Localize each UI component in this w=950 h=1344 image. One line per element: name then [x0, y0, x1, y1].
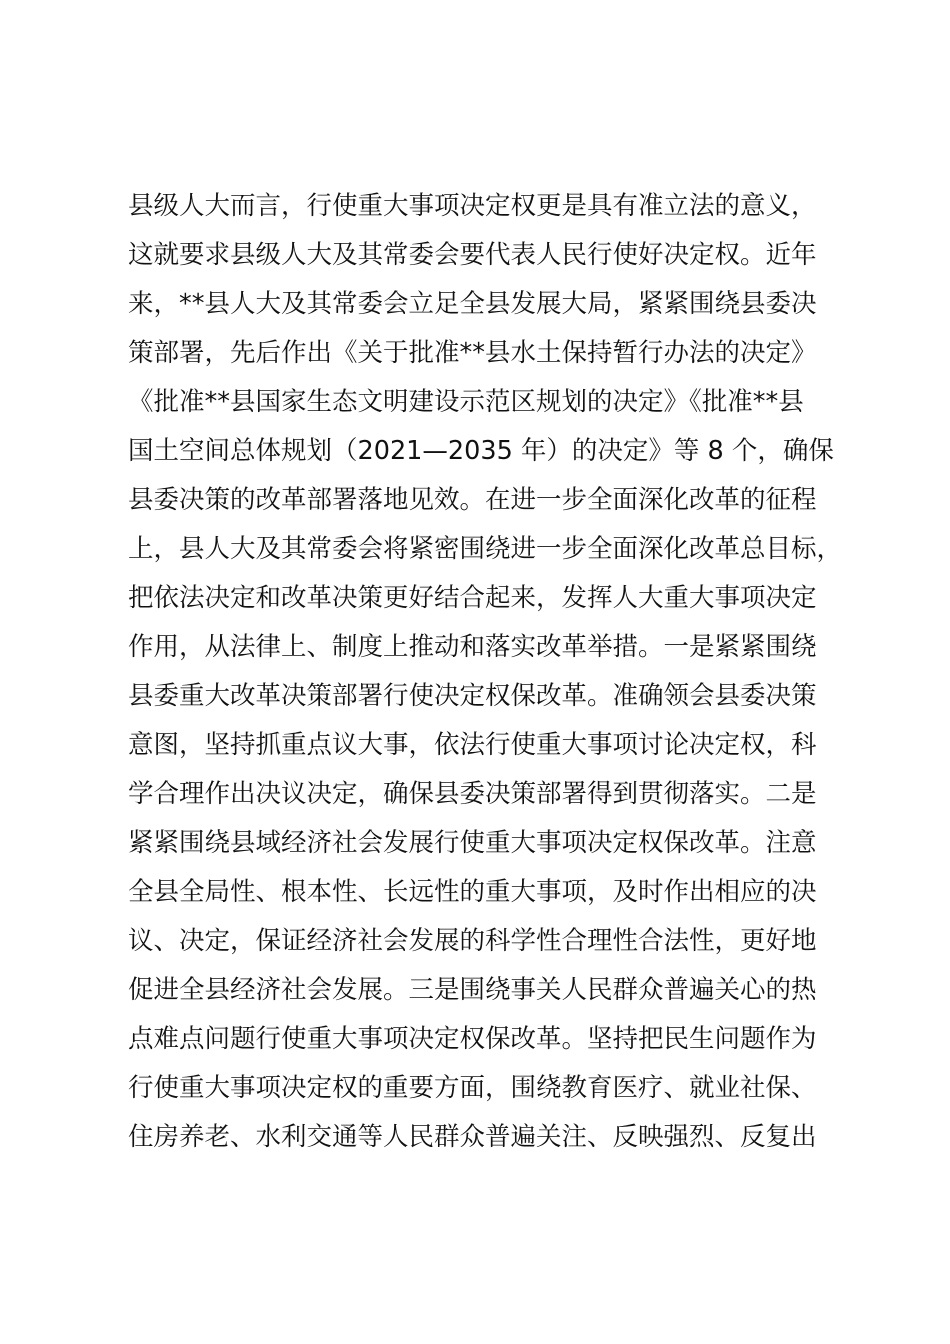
text-line: 点难点问题行使重大事项决定权保改革。坚持把民生问题作为 — [128, 1024, 817, 1054]
text-line: 议、决定，保证经济社会发展的科学性合理性合法性，更好地 — [128, 926, 817, 956]
text-line: 这就要求县级人大及其常委会要代表人民行使好决定权。近年 — [128, 240, 817, 270]
text-line: 上，县人大及其常委会将紧密围绕进一步全面深化改革总目标， — [128, 534, 843, 564]
text-line: 《批准**县国家生态文明建设示范区规划的决定》《批准**县 — [128, 387, 804, 417]
text-line: 紧紧围绕县域经济社会发展行使重大事项决定权保改革。注意 — [128, 828, 817, 858]
text-line: 县级人大而言，行使重大事项决定权更是具有准立法的意义， — [128, 191, 817, 221]
text-line: 全县全局性、根本性、长远性的重大事项，及时作出相应的决 — [128, 877, 817, 907]
text-line: 县委重大改革决策部署行使决定权保改革。准确领会县委决策 — [128, 681, 817, 711]
text-line: 来，**县人大及其常委会立足全县发展大局，紧紧围绕县委决 — [128, 289, 817, 319]
text-line: 住房养老、水利交通等人民群众普遍关注、反映强烈、反复出 — [128, 1122, 817, 1152]
body-paragraph — [128, 182, 868, 1162]
text-line: 意图，坚持抓重点议大事，依法行使重大事项讨论决定权，科 — [128, 730, 817, 760]
text-line: 国土空间总体规划（2021—2035 年）的决定》等 8 个，确保 — [128, 436, 834, 466]
text-line: 把依法决定和改革决策更好结合起来，发挥人大重大事项决定 — [128, 583, 817, 613]
text-line: 作用，从法律上、制度上推动和落实改革举措。一是紧紧围绕 — [128, 632, 817, 662]
text-line: 行使重大事项决定权的重要方面，围绕教育医疗、就业社保、 — [128, 1073, 817, 1103]
text-line: 学合理作出决议决定，确保县委决策部署得到贯彻落实。二是 — [128, 779, 817, 809]
text-line: 策部署，先后作出《关于批准**县水土保持暂行办法的决定》 — [128, 338, 817, 368]
text-line: 促进全县经济社会发展。三是围绕事关人民群众普遍关心的热 — [128, 975, 817, 1005]
text-line: 县委决策的改革部署落地见效。在进一步全面深化改革的征程 — [128, 485, 817, 515]
